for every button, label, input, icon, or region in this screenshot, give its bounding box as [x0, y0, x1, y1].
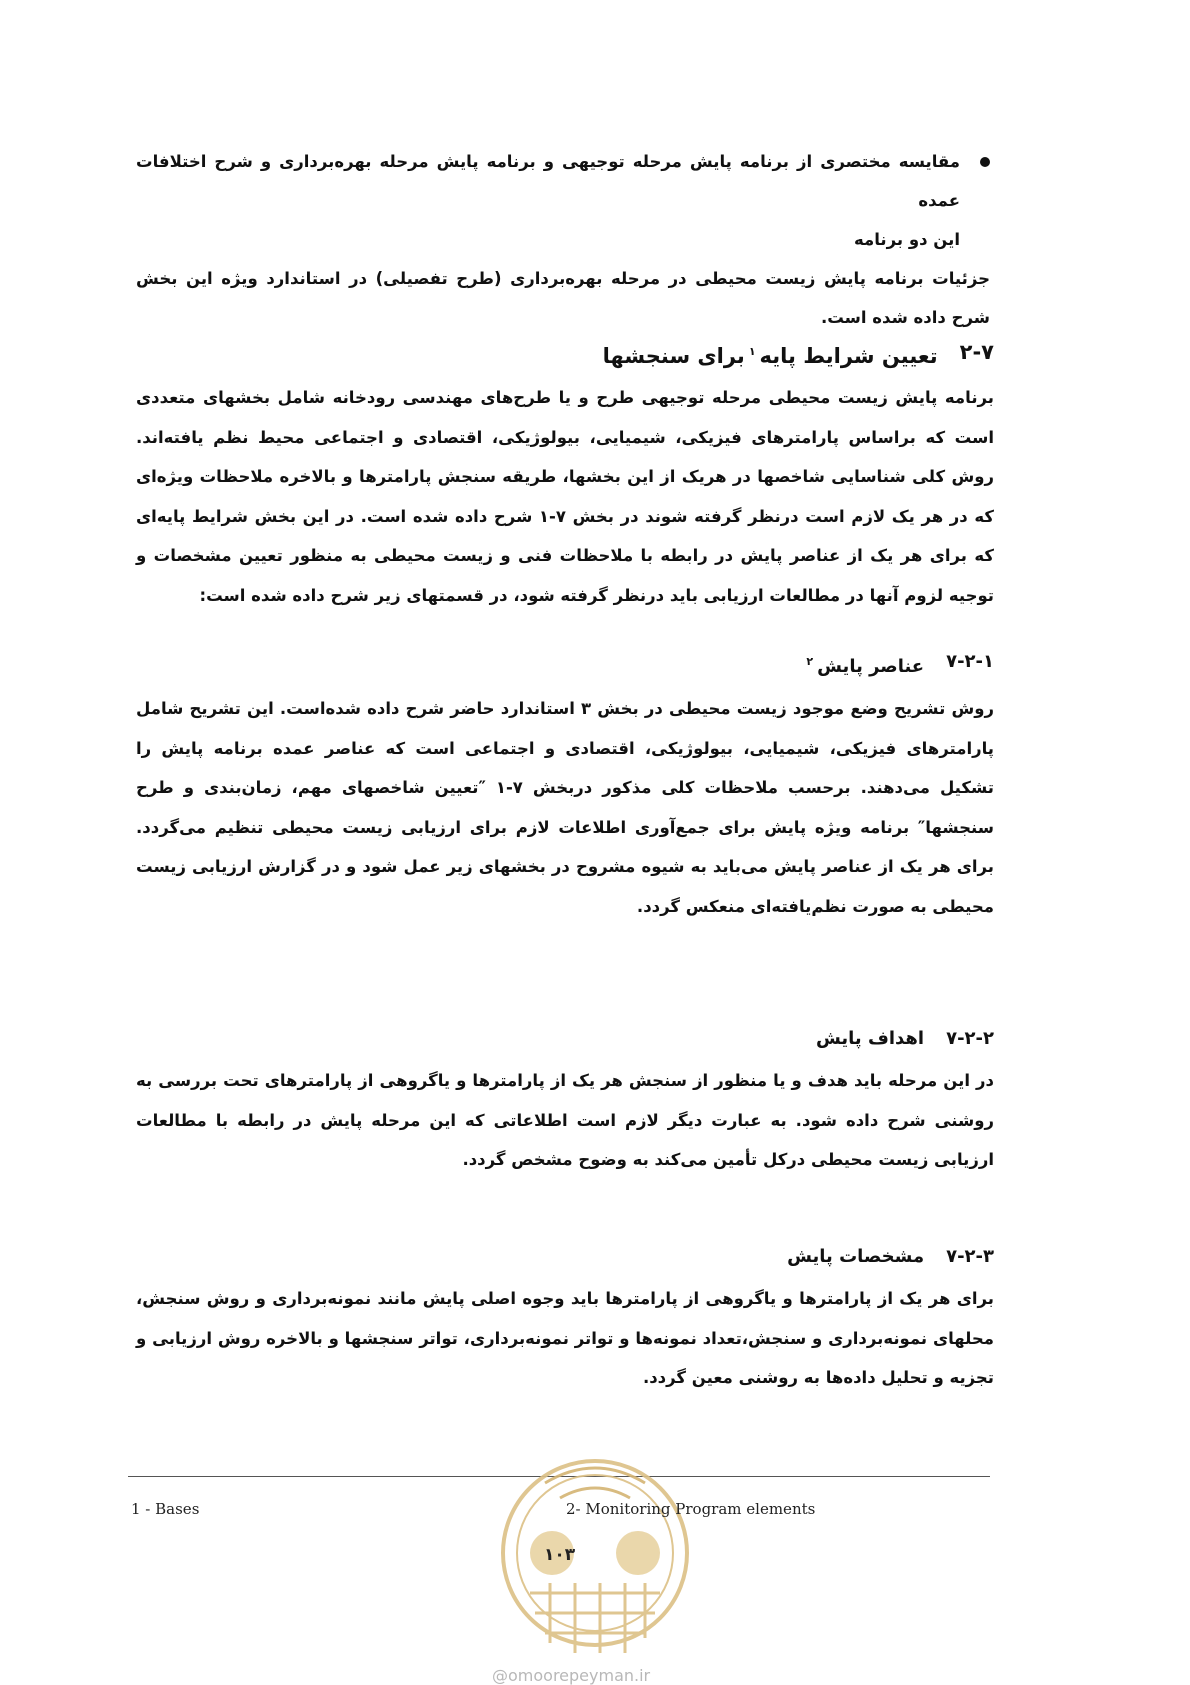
section-title: عناصر پایش$^۲$ — [806, 655, 925, 677]
section-body: برنامه پایش زیست محیطی مرحله توجیهی طرح و یا طرح‌های مهندسی رودخانه شامل بخشهای متعددی است که براساس پارامترهای فیزیکی، شیمیایی، بیولوژیکی، اقتصادی و اجتماعی محیط نظم یافته‌اند. روش کلی شناسایی شاخصها در هریک از این بخشها، طریقه سنجش پارامترها و بالاخره ملاحظات ویژه‌ای که در هر یک لازم است درنظر گرفته شوند در بخش ۷-۱ شرح داده شده است. در این بخش شرایط پایه‌ای که برای هر یک از عناصر پایش در رابطه با ملاحظات فنی و زیست محیطی به منظور تعیین مشخصات و توجیه لزوم آنها در مطالعات ارزیابی باید درنظر گرفته شود، در قسمتهای زیر شرح داده شده است: — [136, 388, 994, 605]
section-body: در این مرحله باید هدف و یا منظور از سنجش هر یک از پارامترها و یاگروهی از پارامترهای تحت بررسی به روشنی شرح داده شود. به عبارت دیگر لازم است اطلاعاتی که این مرحله پایش در رابطه با مطالعات ارزیابی زیست محیطی درکل تأمین می‌کند به وضوح مشخص گردد. — [136, 1071, 994, 1169]
section-body: برای هر یک از پارامترها و یاگروهی از پارامترها باید وجوه اصلی پایش مانند نمونه‌برداری و روش سنجش، محلهای نمونه‌برداری و سنجش،تعداد نمونه‌ها و تواتر نمونه‌برداری، تواتر سنجشها و بالاخره روش ارزیابی و تجزیه و تحلیل داده‌ها به روشنی معین گردد. — [136, 1289, 994, 1387]
section-heading — [136, 1235, 994, 1279]
section-heading — [136, 1017, 994, 1061]
section-title: مشخصات پایش — [787, 1246, 925, 1267]
section-number: ۷-۲-۳ — [946, 1246, 994, 1267]
section-number: ۲-۷ — [959, 340, 994, 364]
seal-watermark-icon — [490, 1443, 700, 1668]
section-body: روش تشریح وضع موجود زیست محیطی در بخش ۳ استاندارد حاضر شرح داده شده‌است. این تشریح شامل پارامترهای فیزیکی، شیمیایی، بیولوژیکی، اقتصادی و اجتماعی است که عناصر عمده برنامه پایش را تشکیل می‌دهند. برحسب ملاحظات کلی مذکور دربخش ۷-۱ ″تعیین شاخصهای مهم، زمان‌بندی و طرح سنجشها″ برنامه ویژه پایش برای جمع‌آوری اطلاعات لازم برای ارزیابی زیست محیطی تنظیم می‌گردد. برای هر یک از عناصر پایش می‌باید به شیوه مشروح در بخشهای زیر عمل شود و در گزارش ارزیابی زیست محیطی به صورت نظم‌یافته‌ای منعکس گردد. — [136, 699, 994, 916]
section-7-2-3 — [136, 1235, 994, 1398]
section-7-2 — [136, 330, 994, 615]
bullet-text-line2: این دو برنامه — [854, 230, 960, 249]
bullet-item — [136, 142, 994, 259]
section-heading — [136, 330, 994, 378]
bullet-icon — [980, 157, 990, 167]
site-watermark: @omoorepeyman.ir — [492, 1666, 651, 1685]
section-7-2-2 — [136, 1017, 994, 1180]
bullet-block — [136, 142, 994, 337]
bullet-text-line1: مقایسه مختصری از برنامه پایش مرحله توجیهی و برنامه پایش مرحله بهره‌برداری و شرح اختلافات عمده — [136, 152, 960, 210]
page-number: ۱۰۳ — [544, 1545, 576, 1565]
footnote-ref: ۲ — [806, 655, 814, 668]
section-number: ۷-۲-۲ — [946, 1028, 994, 1049]
section-number: ۷-۲-۱ — [946, 651, 994, 672]
section-title: اهداف پایش — [815, 1028, 925, 1049]
section-7-2-1 — [136, 640, 994, 926]
section-heading — [136, 640, 994, 689]
section-title: تعیین شرایط پایه$^۱$برای سنجشها — [602, 344, 938, 368]
footnote-ref: ۱ — [748, 345, 756, 358]
footnote-1: 1 - Bases — [131, 1500, 200, 1518]
footnote-2: 2- Monitoring Program elements — [566, 1500, 816, 1518]
intro-paragraph: جزئیات برنامه پایش زیست محیطی در مرحله بهره‌برداری (طرح تفصیلی) در استاندارد ویژه این بخش شرح داده شده است. — [136, 269, 990, 327]
